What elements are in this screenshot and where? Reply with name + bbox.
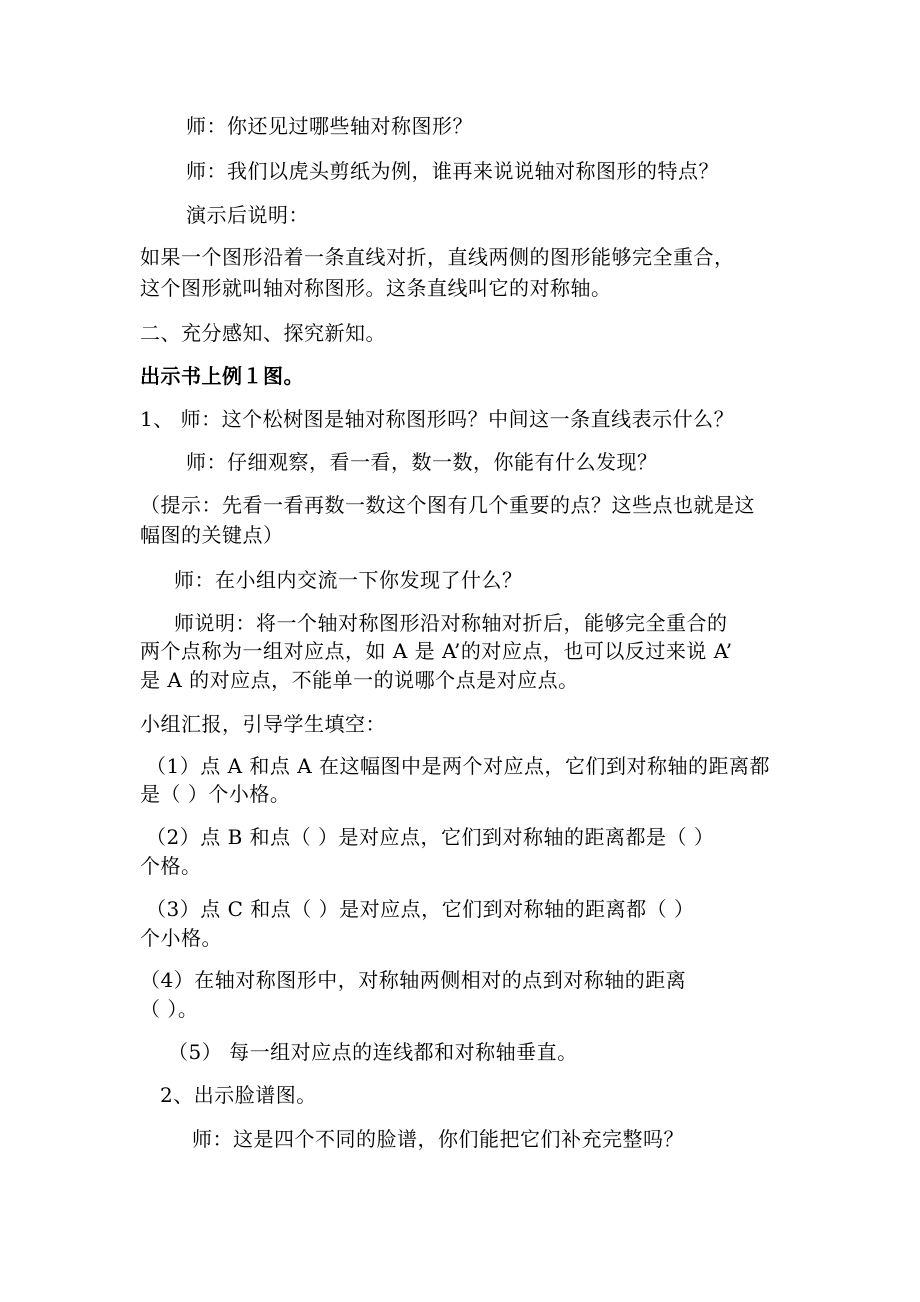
teacher-question-tiger-papercut: 师：我们以虎头剪纸为例，谁再来说说轴对称图形的特点？ bbox=[186, 159, 719, 183]
group-report-heading: 小组汇报，引导学生填空： bbox=[140, 712, 386, 736]
hint-line-2: 幅图的关键点） bbox=[140, 523, 284, 547]
demo-explanation-heading: 演示后说明： bbox=[186, 203, 309, 227]
explanation-line-3: 是 A 的对应点，不能单一的说哪个点是对应点。 bbox=[140, 668, 579, 692]
fill-item-4-line-1: （4）在轴对称图形中，对称轴两侧相对的点到对称轴的距离 bbox=[140, 968, 687, 992]
face-mask-heading: 2、出示脸谱图。 bbox=[160, 1083, 317, 1107]
teacher-question-other-shapes: 师：你还见过哪些轴对称图形？ bbox=[186, 114, 473, 138]
explanation-line-2: 两个点称为一组对应点，如 A 是 A’的对应点，也可以反过来说 A’ bbox=[140, 639, 733, 663]
teacher-observe: 师：仔细观察，看一看，数一数，你能有什么发现？ bbox=[186, 450, 658, 474]
hint-line-1: （提示：先看一看再数一数这个图有几个重要的点？这些点也就是这 bbox=[140, 493, 755, 517]
fill-item-2-line-1: （2）点 B 和点（ ）是对应点，它们到对称轴的距离都是（ ） bbox=[146, 825, 715, 849]
fill-item-1-line-2: 是（ ）个小格。 bbox=[140, 782, 291, 806]
fill-item-3-line-2: 个小格。 bbox=[140, 926, 222, 950]
fill-item-2-line-2: 个格。 bbox=[140, 854, 202, 878]
fill-item-5: （5） 每一组对应点的连线都和对称轴垂直。 bbox=[168, 1040, 578, 1064]
fill-item-4-line-2: （ ）。 bbox=[140, 997, 199, 1021]
explanation-line-1: 师说明：将一个轴对称图形沿对称轴对折后，能够完全重合的 bbox=[174, 611, 728, 635]
definition-line-2: 这个图形就叫轴对称图形。这条直线叫它的对称轴。 bbox=[140, 276, 612, 300]
fill-item-1-line-1: （1）点 A 和点 A 在这幅图中是两个对应点，它们到对称轴的距离都 bbox=[146, 754, 771, 778]
fill-item-3-line-1: （3）点 C 和点（ ）是对应点，它们到对称轴的距离都（ ） bbox=[146, 897, 695, 921]
example-heading: 出示书上例１图。 bbox=[140, 364, 304, 388]
definition-line-1: 如果一个图形沿着一条直线对折，直线两侧的图形能够完全重合， bbox=[140, 245, 735, 269]
section-heading-2: 二、充分感知、探究新知。 bbox=[140, 321, 386, 345]
question-pine-tree: 1、 师：这个松树图是轴对称图形吗？中间这一条直线表示什么？ bbox=[140, 407, 735, 431]
teacher-group-discussion: 师：在小组内交流一下你发现了什么？ bbox=[174, 568, 523, 592]
teacher-face-mask-question: 师：这是四个不同的脸谱，你们能把它们补充完整吗？ bbox=[192, 1127, 684, 1151]
